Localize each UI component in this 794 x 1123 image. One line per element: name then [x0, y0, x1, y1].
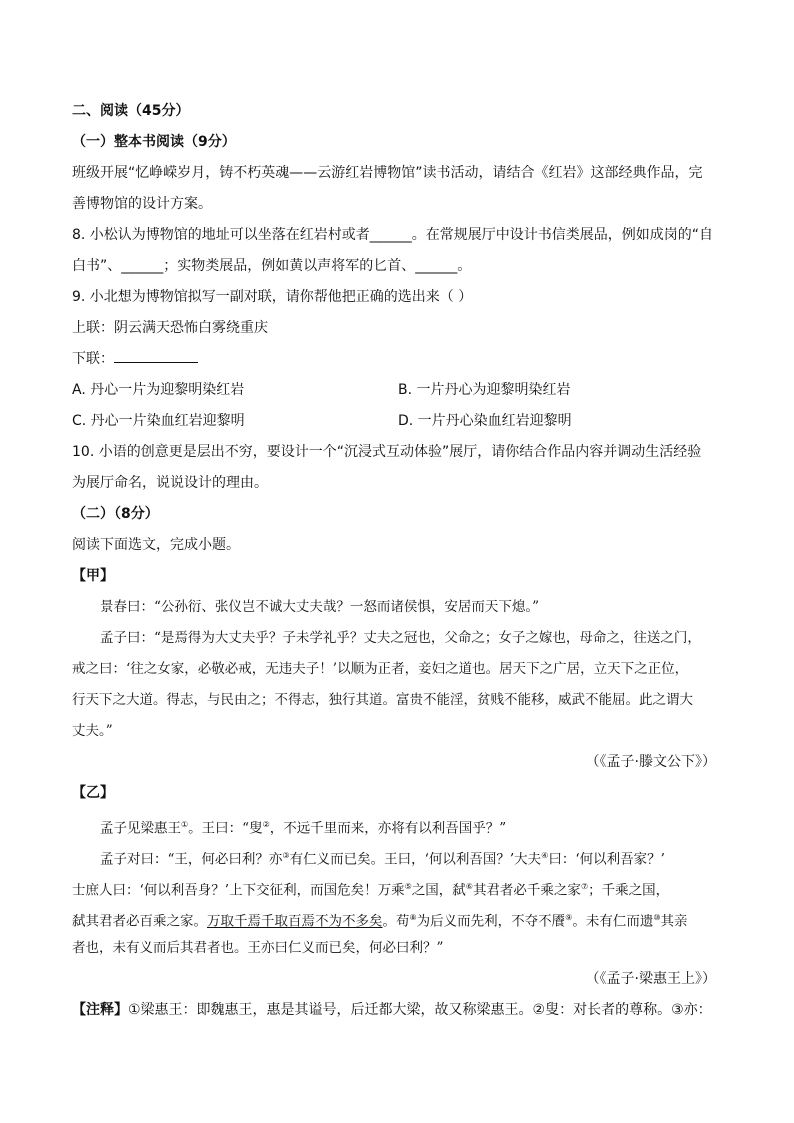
- passage-jia-p2-line4: 丈夫。”: [72, 723, 113, 739]
- question-10: 10. 小语的创意更是层出不穷，要设计一个“沉浸式互动体验”展厅，请你结合作品内容并调动生活经验: [72, 444, 702, 460]
- question-8-cont: 白书”、______；实物类展品，例如黄以声将军的匕首、______。: [72, 258, 472, 274]
- text-span: ；千乘之国，: [588, 882, 670, 899]
- passage-yi-source: （《孟子·梁惠王上》）: [585, 971, 716, 987]
- couplet-lower-label: 下联：: [72, 351, 114, 367]
- text-span: 士庶人曰：‘何以利吾身？’上下交征利，而国危矣！万乘: [72, 882, 405, 899]
- passage-jia-p2-line2: 戒之曰：‘往之女家，必敬必戒，无违夫子！’以顺为正者，妾妇之道也。居天下之广居，立天下之正位，: [72, 661, 689, 677]
- notes-text: ①梁惠王：即魏惠王，惠是其谥号，后迁都大梁，故又称梁惠王。②叟：对长者的尊称。③亦：: [128, 1002, 712, 1018]
- answer-blank: [114, 348, 198, 363]
- passage-jia-label: 【甲】: [72, 568, 114, 584]
- passage-jia-p1: 景春曰：“公孙衍、张仪岂不诚大丈夫哉？一怒而诸侯惧，安居而天下熄。”: [100, 599, 540, 615]
- passage-yi-p2-line4: 者也，未有义而后其君者也。王亦曰仁义而已矣，何必曰利？”: [72, 940, 444, 956]
- text-span: 其君者必千乘之家: [472, 882, 581, 899]
- notes-label: 【注释】: [72, 1002, 128, 1018]
- passage-jia-p2-line3: 行天下之大道。得志，与民由之；不得志，独行其道。富贵不能淫，贫贱不能移，威武不能屈。此之谓大: [72, 692, 693, 708]
- note-marker: ④: [541, 851, 549, 860]
- note-marker: ⑥: [465, 882, 473, 891]
- note-marker: ⑧: [409, 913, 417, 922]
- note-marker: ⑩: [653, 913, 661, 922]
- question-10-cont: 为展厅命名，说说设计的理由。: [72, 475, 268, 491]
- couplet-lower: [72, 344, 724, 375]
- notes: [72, 995, 724, 1026]
- text-span: 。王曰：“叟: [188, 820, 263, 837]
- part1-heading: （一）整本书阅读（9分）: [72, 134, 236, 150]
- note-marker: ⑤: [404, 882, 412, 891]
- question-8: 8. 小松认为博物馆的地址可以坐落在红岩村或者______。在常规展厅中设计书信类展品，例如成岗的“自: [72, 227, 714, 243]
- note-marker: ③: [282, 851, 290, 860]
- text-span: 弑其君者必百乘之家。: [72, 913, 207, 930]
- text-span: ，不远千里而来，亦将有以利吾国乎？”: [269, 820, 507, 837]
- part2-instruction: 阅读下面选文，完成小题。: [72, 537, 240, 553]
- exam-page: [72, 96, 724, 1026]
- note-marker: ⑨: [565, 913, 573, 922]
- text-span: 为后义而先利，不夺不餍: [416, 913, 566, 930]
- text-span: 。未有仁而遗: [572, 913, 654, 930]
- text-span: 。苟: [382, 913, 410, 930]
- passage-jia-p2-line1: 孟子曰：“是焉得为大丈夫乎？子未学礼乎？丈夫之冠也，父命之；女子之嫁也，母命之，往送之门，: [100, 630, 701, 646]
- option-d: D. 一片丹心染血红岩迎黎明: [398, 413, 572, 429]
- part1-intro-cont: 善博物馆的设计方案。: [72, 196, 212, 212]
- text-span: 曰：‘何以利吾家？’: [548, 851, 665, 868]
- section-title: 二、阅读（45分）: [72, 103, 190, 119]
- passage-yi-label: 【乙】: [72, 785, 114, 801]
- options-row-1: [72, 375, 724, 406]
- note-marker: ②: [262, 820, 270, 829]
- text-span: 孟子见梁惠王: [100, 820, 181, 837]
- text-span: 其亲: [660, 913, 688, 930]
- text-span: 之国，弑: [411, 882, 466, 899]
- note-marker: ①: [181, 820, 189, 829]
- note-marker: ⑦: [580, 882, 589, 891]
- couplet-upper: 上联：阴云满天恐怖白雾绕重庆: [72, 320, 268, 336]
- text-span: 有仁义而已矣。王曰，‘何以利吾国？’大夫: [289, 851, 542, 868]
- part1-intro: 班级开展“忆峥嵘岁月，铸不朽英魂——云游红岩博物馆”读书活动，请结合《红岩》这部经典作品，完: [72, 165, 703, 181]
- underlined-sentence: 万取千焉千取百焉不为不多矣: [207, 913, 383, 930]
- options-row-2: [72, 406, 724, 437]
- question-9: 9. 小北想为博物馆拟写一副对联，请你帮他把正确的选出来（ ）: [72, 289, 473, 305]
- passage-yi-p2-line1: [72, 840, 724, 871]
- passage-yi-p1: [72, 809, 724, 840]
- passage-jia-source: （《孟子·滕文公下》）: [585, 754, 716, 770]
- option-a: A. 丹心一片为迎黎明染红岩: [72, 382, 245, 398]
- option-b: B. 一片丹心为迎黎明染红岩: [398, 382, 571, 398]
- passage-yi-p2-line3: [72, 902, 724, 933]
- part2-heading: （二）（8分）: [72, 506, 159, 522]
- text-span: 孟子对曰：“王，何必曰利？亦: [100, 851, 283, 868]
- option-c: C. 丹心一片染血红岩迎黎明: [72, 413, 245, 429]
- passage-yi-p2-line2: [72, 871, 724, 902]
